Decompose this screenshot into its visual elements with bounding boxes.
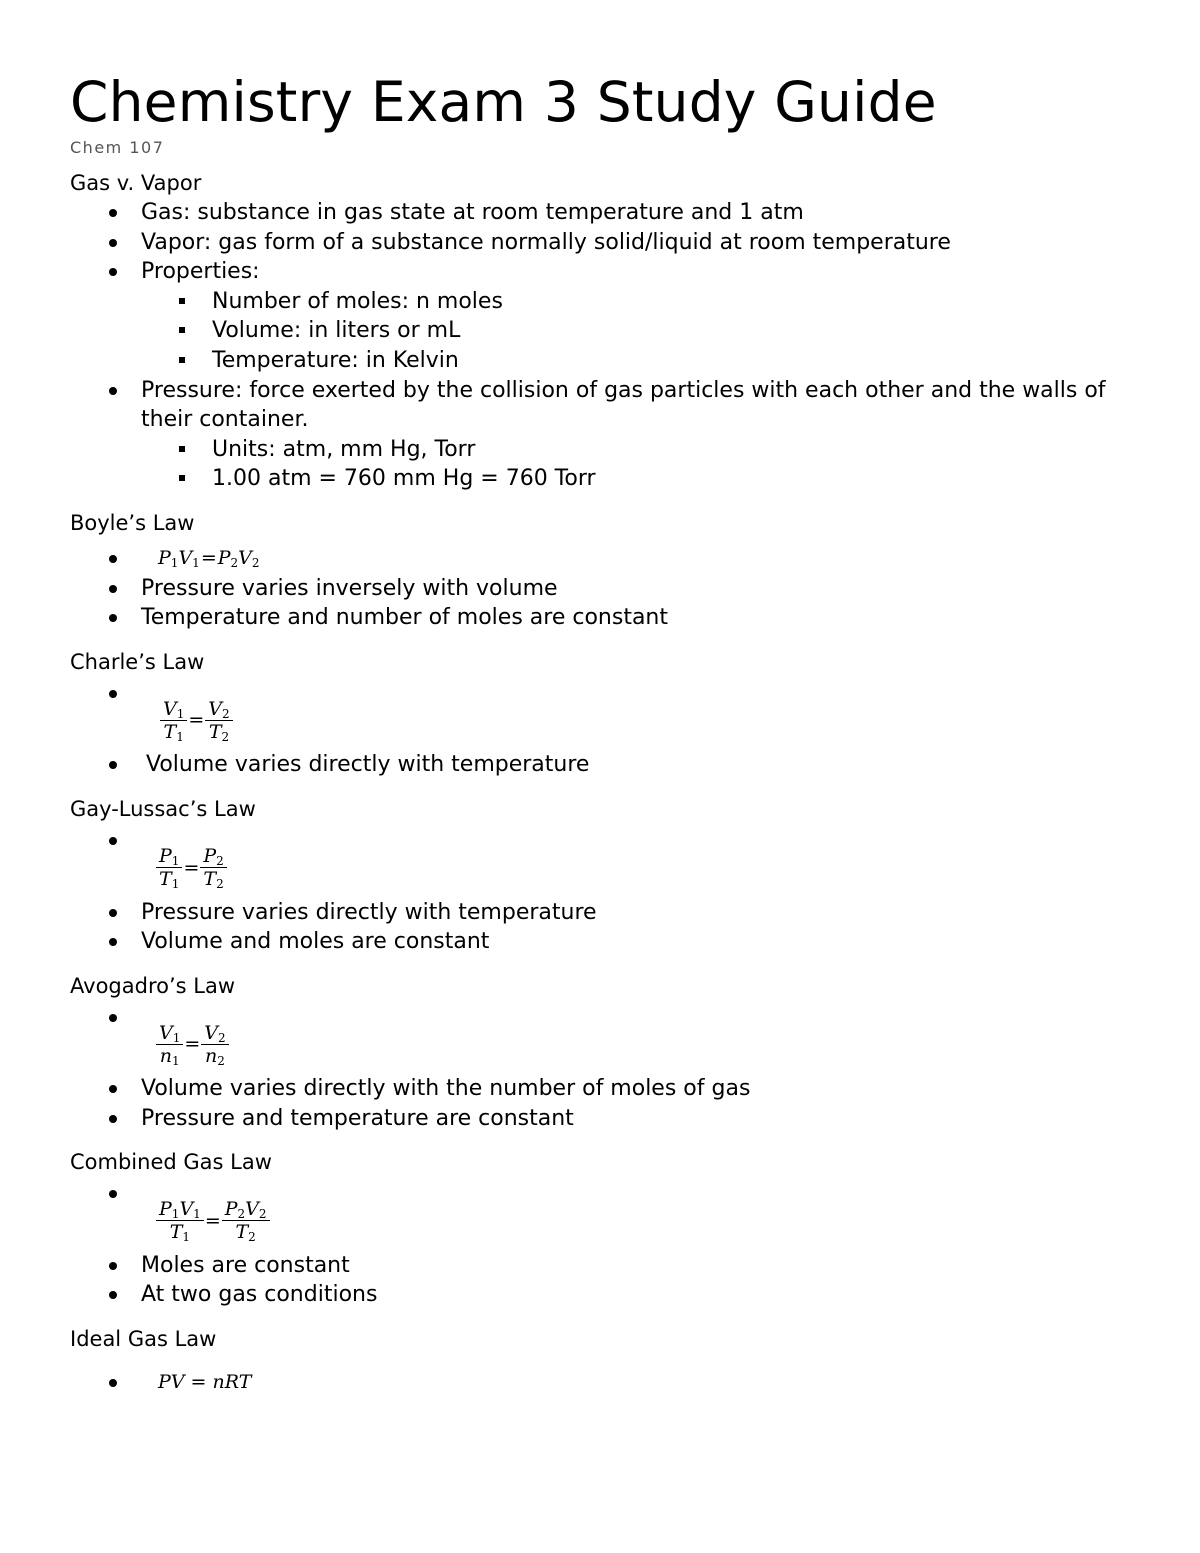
section-heading-charle: Charle’s Law [70,649,205,674]
sub-list-item: Temperature: in Kelvin [70,346,1130,376]
charle-list [70,679,1130,780]
list-item: Pressure varies inversely with volume [70,574,1130,604]
gay-lussac-formula: $\frac{P_1}{T_1}$ = $\frac{P_2}{T_2}$ [70,826,1130,898]
gay-lussac-list [70,826,1130,957]
list-item: Vapor: gas form of a substance normally solid/liquid at room temperature [70,228,1130,258]
ideal-formula: PV = nRT [70,1368,1130,1398]
list-item: At two gas conditions [70,1280,1130,1310]
list-item: Properties: [70,257,1130,287]
section-heading-boyle: Boyle’s Law [70,510,195,535]
sub-list-item: Units: atm, mm Hg, Torr [70,435,1130,465]
gas-vapor-list [70,198,1130,494]
list-item: Pressure: force exerted by the collision of gas particles with each other and the walls of their container. [70,376,1130,435]
list-item: Volume varies directly with temperature [70,750,1130,780]
list-item: Pressure and temperature are constant [70,1104,1130,1134]
section-heading-ideal: Ideal Gas Law [70,1327,217,1352]
page-subtitle: Chem 107 [70,138,165,157]
document-page [70,70,1130,1398]
section-heading-combined: Combined Gas Law [70,1150,272,1175]
section-heading-gay-lussac: Gay-Lussac’s Law [70,797,256,822]
combined-formula: $\frac{P_1V_1}{T_1}$ = $\frac{P_2V_2}{T_2}$ [70,1179,1130,1251]
page-title: Chemistry Exam 3 Study Guide [70,70,937,134]
sub-list-item: 1.00 atm = 760 mm Hg = 760 Torr [70,464,1130,494]
list-item: Moles are constant [70,1251,1130,1281]
list-item: Volume varies directly with the number of moles of gas [70,1074,1130,1104]
boyle-formula: $P_1V_1=P_2V_2$ [70,544,1130,574]
charle-formula: $\frac{V_1}{T_1}$ = $\frac{V_2}{T_2}$ [70,679,1130,751]
avogadro-list [70,1003,1130,1134]
list-item: Gas: substance in gas state at room temperature and 1 atm [70,198,1130,228]
combined-list [70,1179,1130,1310]
avogadro-formula: $\frac{V_1}{n_1}$ = $\frac{V_2}{n_2}$ [70,1003,1130,1075]
sub-list-item: Volume: in liters or mL [70,316,1130,346]
sub-list-item: Number of moles: n moles [70,287,1130,317]
section-heading-gas-vapor: Gas v. Vapor [70,171,202,195]
list-item: Temperature and number of moles are constant [70,603,1130,633]
boyle-list [70,544,1130,633]
list-item: Volume and moles are constant [70,927,1130,957]
list-item: Pressure varies directly with temperature [70,898,1130,928]
section-heading-avogadro: Avogadro’s Law [70,973,235,998]
ideal-list [70,1368,1130,1398]
